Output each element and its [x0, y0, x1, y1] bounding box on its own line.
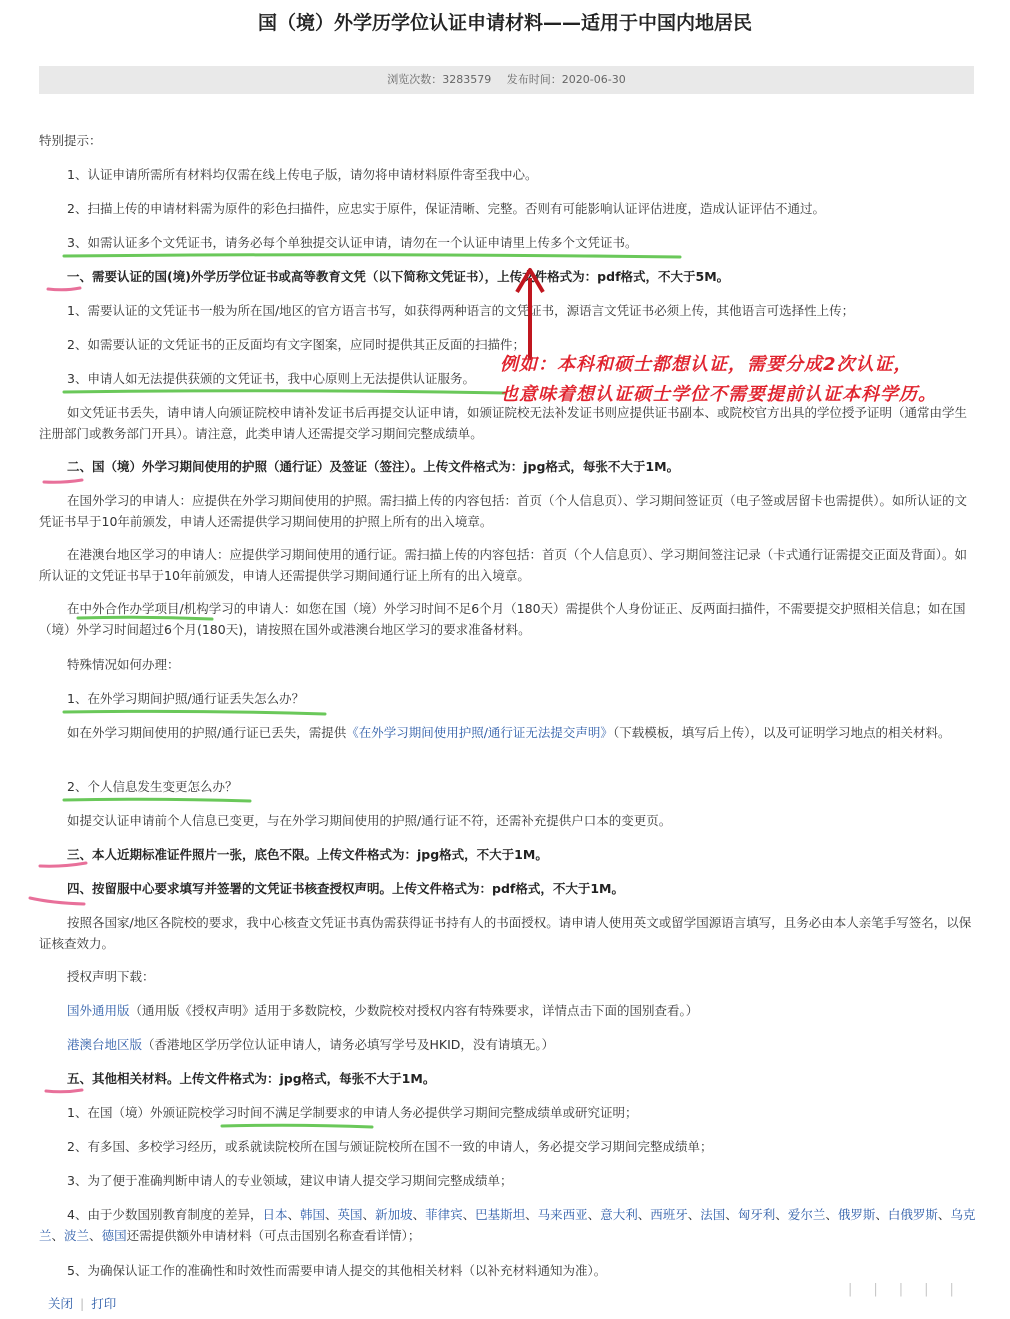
section5-item-1: 1、在国（境）外颁证院校学习时间不满足学制要求的申请人务必提供学习期间完整成绩单或研究证明； — [67, 1105, 638, 1120]
footer-separator: | — [80, 1296, 85, 1311]
section5-item-5: 5、为确保认证工作的准确性和时效性而需要申请人提交的其他相关材料（以补充材料通知为准）。 — [67, 1263, 607, 1278]
country-link[interactable]: 西班牙 — [650, 1207, 688, 1222]
intl-version-row — [67, 1000, 977, 1021]
section1-item-1: 1、需要认证的文凭证书一般为所在国/地区的官方语言书写，如获得两种语言的文凭证书，源语言文凭证书必须上传，其他语言可选择性上传； — [67, 303, 855, 318]
country-separator: 、 — [287, 1207, 300, 1222]
country-separator: 、 — [325, 1207, 338, 1222]
country-separator: 、 — [875, 1207, 888, 1222]
country-separator: 、 — [51, 1228, 65, 1243]
section5-heading: 五、其他相关材料。上传文件格式为：jpg格式，每张不大于1M。 — [67, 1071, 436, 1086]
country-link[interactable]: 马来西亚 — [537, 1207, 588, 1222]
country-link[interactable]: 菲律宾 — [425, 1207, 463, 1222]
section5-item-4 — [39, 1204, 979, 1246]
hk-version-desc: （香港地区学历学位认证申请人，请务必填写学号及HKID，没有请填无。） — [142, 1037, 555, 1052]
country-separator: 、 — [775, 1207, 788, 1222]
country-separator: 、 — [637, 1207, 651, 1222]
country-separator: 、 — [825, 1207, 838, 1222]
footer-links — [48, 1294, 116, 1312]
page-title: 国（境）外学历学位认证申请材料——适用于中国内地居民 — [257, 12, 752, 34]
section1-heading: 一、需要认证的国(境)外学历学位证书或高等教育文凭（以下简称文凭证书），上传文件格式为：pdf格式，不大于5M。 — [67, 269, 730, 284]
section5-item-2: 2、有多国、多校学习经历，或系就读院校所在国与颁证院校所在国不一致的申请人，务必提交学习期间完整成绩单； — [67, 1139, 713, 1154]
country-link[interactable]: 匈牙利 — [737, 1207, 776, 1222]
country-separator: 、 — [587, 1207, 601, 1222]
view-count: 浏览次数：3283579 — [387, 73, 492, 86]
country-link[interactable]: 德国 — [101, 1228, 127, 1243]
notice-item-3: 3、如需认证多个文凭证书，请务必每个单独提交认证申请，请勿在一个认证申请里上传多个文凭证书。 — [67, 235, 638, 250]
hk-version-link[interactable]: 港澳台地区版 — [67, 1037, 143, 1052]
divider-ticks: ||||| — [848, 1282, 975, 1297]
answer-1 — [39, 722, 979, 743]
section1-note: 如文凭证书丢失，请申请人向颁证院校申请补发证书后再提交认证申请，如颁证院校无法补发证书则应提供证书副本、或院校官方出具的学位授予证明（通常由学生注册部门或教务部门开具）。请注意，此类申请人还需提交学习期间完整成绩单。 — [39, 405, 968, 441]
country-separator: 、 — [525, 1207, 538, 1222]
country-separator: 、 — [412, 1207, 426, 1222]
answer-1-suffix: （下载模板，填写后上传），以及可证明学习地点的相关材料。 — [612, 725, 951, 740]
notice-item-2: 2、扫描上传的申请材料需为原件的彩色扫描件，应忠实于原件，保证清晰、完整。否则有可能影响认证评估进度，造成认证评估不通过。 — [67, 201, 825, 216]
country-separator: 、 — [937, 1207, 951, 1222]
special-cases-label: 特殊情况如何办理： — [67, 657, 180, 672]
item4-suffix: 还需提供额外申请材料（可点击国别名称查看详情）； — [126, 1228, 421, 1243]
country-link[interactable]: 法国 — [700, 1207, 726, 1222]
section1-item-2: 2、如需要认证的文凭证书的正反面均有文字图案，应同时提供其正反面的扫描件； — [67, 337, 525, 352]
close-link[interactable]: 关闭 — [48, 1296, 74, 1311]
item4-prefix: 4、由于少数国别教育制度的差异， — [67, 1207, 263, 1222]
country-link[interactable]: 乌克兰 — [39, 1207, 976, 1243]
question-2: 2、个人信息发生变更怎么办？ — [67, 779, 238, 794]
country-separator: 、 — [89, 1228, 102, 1243]
country-link[interactable]: 新加坡 — [375, 1207, 413, 1222]
country-link[interactable]: 白俄罗斯 — [887, 1207, 938, 1222]
country-link[interactable]: 巴基斯坦 — [475, 1207, 526, 1222]
country-separator: 、 — [362, 1207, 376, 1222]
section4-body: 按照各国家/地区各院校的要求，我中心核查文凭证书真伪需获得证书持有人的书面授权。请申请人使用英文或留学国源语言填写，且务必由本人亲笔手写签名，以保证核查效力。 — [39, 915, 972, 951]
intl-version-link[interactable]: 国外通用版 — [67, 1003, 130, 1018]
country-link[interactable]: 爱尔兰 — [787, 1207, 826, 1222]
country-link[interactable]: 波兰 — [64, 1228, 90, 1243]
section1-item-3: 3、申请人如无法提供获颁的文凭证书，我中心原则上无法提供认证服务。 — [67, 371, 475, 386]
download-label: 授权声明下载： — [67, 969, 155, 984]
section4-heading: 四、按留服中心要求填写并签署的文凭证书核查授权声明。上传文件格式为：pdf格式，不大于1M。 — [67, 881, 624, 896]
annotation-line-1: 例如：本科和硕士都想认证，需要分成2次认证， — [500, 354, 913, 375]
print-link[interactable]: 打印 — [91, 1296, 117, 1311]
notice-label: 特别提示： — [39, 133, 102, 148]
answer-2: 如提交认证申请前个人信息已变更，与在外学习期间使用的护照/通行证不符，还需补充提供户口本的变更页。 — [67, 813, 672, 828]
section2-hkmt: 在港澳台地区学习的申请人：应提供学习期间使用的通行证。需扫描上传的内容包括：首页（个人信息页）、学习期间签注记录（卡式通行证需提交正面及背面）。如所认证的文凭证书早于10年前颁发，申请人还需提供学习期间通行证上所有的出入境章。 — [39, 547, 968, 583]
country-link[interactable]: 俄罗斯 — [837, 1207, 876, 1222]
section2-heading: 二、国（境）外学习期间使用的护照（通行证）及签证（签注）。上传文件格式为：jpg格式，每张不大于1M。 — [67, 459, 680, 474]
annotation-line-2: 也意味着想认证硕士学位不需要提前认证本科学历。 — [500, 384, 937, 405]
country-link[interactable]: 英国 — [337, 1207, 363, 1222]
intl-version-desc: （通用版《授权声明》适用于多数院校，少数院校对授权内容有特殊要求，详情点击下面的国别查看。） — [129, 1003, 699, 1018]
question-1: 1、在外学习期间护照/通行证丢失怎么办？ — [67, 691, 305, 706]
country-link[interactable]: 韩国 — [300, 1207, 326, 1222]
country-link[interactable]: 日本 — [262, 1207, 288, 1222]
country-link[interactable]: 意大利 — [600, 1207, 638, 1222]
publish-date: 发布时间：2020-06-30 — [506, 73, 626, 86]
section3-heading: 三、本人近期标准证件照片一张，底色不限。上传文件格式为：jpg格式，不大于1M。 — [67, 847, 548, 862]
lost-passport-declaration-link[interactable]: 《在外学习期间使用护照/通行证无法提交声明》 — [346, 725, 613, 740]
country-separator: 、 — [725, 1207, 738, 1222]
hk-version-row — [67, 1034, 977, 1055]
section2-joint: 在中外合作办学项目/机构学习的申请人：如您在国（境）外学习时间不足6个月（180天）需提供个人身份证正、反两面扫描件，不需要提交护照相关信息；如在国（境）外学习时间超过6个月(180天)，请按照在国外或港澳台地区学习的要求准备材料。 — [39, 601, 966, 637]
answer-1-prefix: 如在外学习期间使用的护照/通行证已丢失，需提供 — [67, 725, 347, 740]
notice-item-1: 1、认证申请所需所有材料均仅需在线上传电子版，请勿将申请材料原件寄至我中心。 — [67, 167, 538, 182]
section5-item-3: 3、为了便于准确判断申请人的专业领域，建议申请人提交学习期间完整成绩单； — [67, 1173, 513, 1188]
country-separator: 、 — [687, 1207, 701, 1222]
section2-abroad: 在国外学习的申请人：应提供在外学习期间使用的护照。需扫描上传的内容包括：首页（个人信息页）、学习期间签证页（电子签或居留卡也需提供）。如所认证的文凭证书早于10年前颁发，申请人还需提供学习期间使用的护照上所有的出入境章。 — [39, 493, 968, 529]
country-separator: 、 — [462, 1207, 476, 1222]
